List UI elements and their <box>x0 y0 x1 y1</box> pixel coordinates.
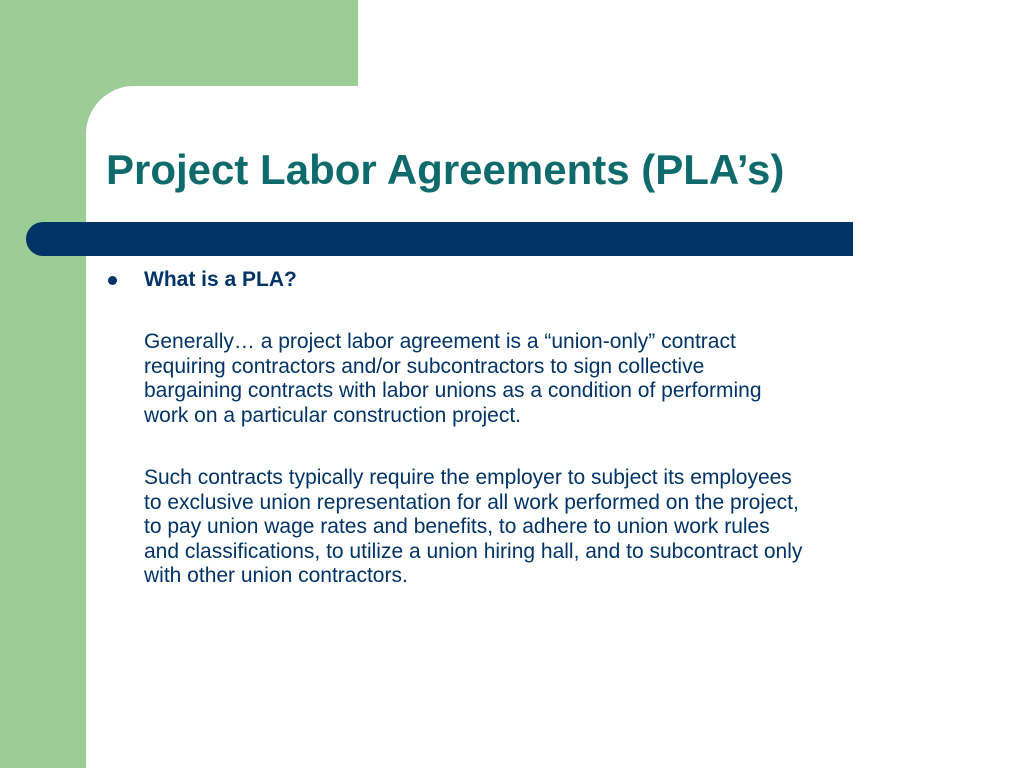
paragraph-line: to exclusive union representation for all work performed on the project, <box>144 490 799 514</box>
paragraph-line: bargaining contracts with labor unions as a condition of performing <box>144 379 762 402</box>
paragraph-line: work on a particular construction project. <box>144 403 522 427</box>
bullet-heading: What is a PLA? <box>144 268 297 291</box>
title-accent-bar <box>26 222 853 256</box>
paragraph-line: Generally… a project labor agreement is a “union-only” contract <box>144 330 736 353</box>
paragraph-line: to pay union wage rates and benefits, to adhere to union work rules <box>144 515 770 538</box>
paragraph-requirements <box>144 466 964 589</box>
paragraph-line: Such contracts typically require the employer to subject its employees <box>144 466 792 489</box>
slide-title: Project Labor Agreements (PLA’s) <box>106 146 785 193</box>
paragraph-line: with other union contractors. <box>144 564 408 587</box>
paragraph-line: and classifications, to utilize a union hiring hall, and to subcontract only <box>144 539 803 563</box>
paragraph-line: requiring contractors and/or subcontractors to sign collective <box>144 354 705 378</box>
bullet-dot-icon <box>108 276 117 285</box>
paragraph-definition <box>144 330 964 428</box>
